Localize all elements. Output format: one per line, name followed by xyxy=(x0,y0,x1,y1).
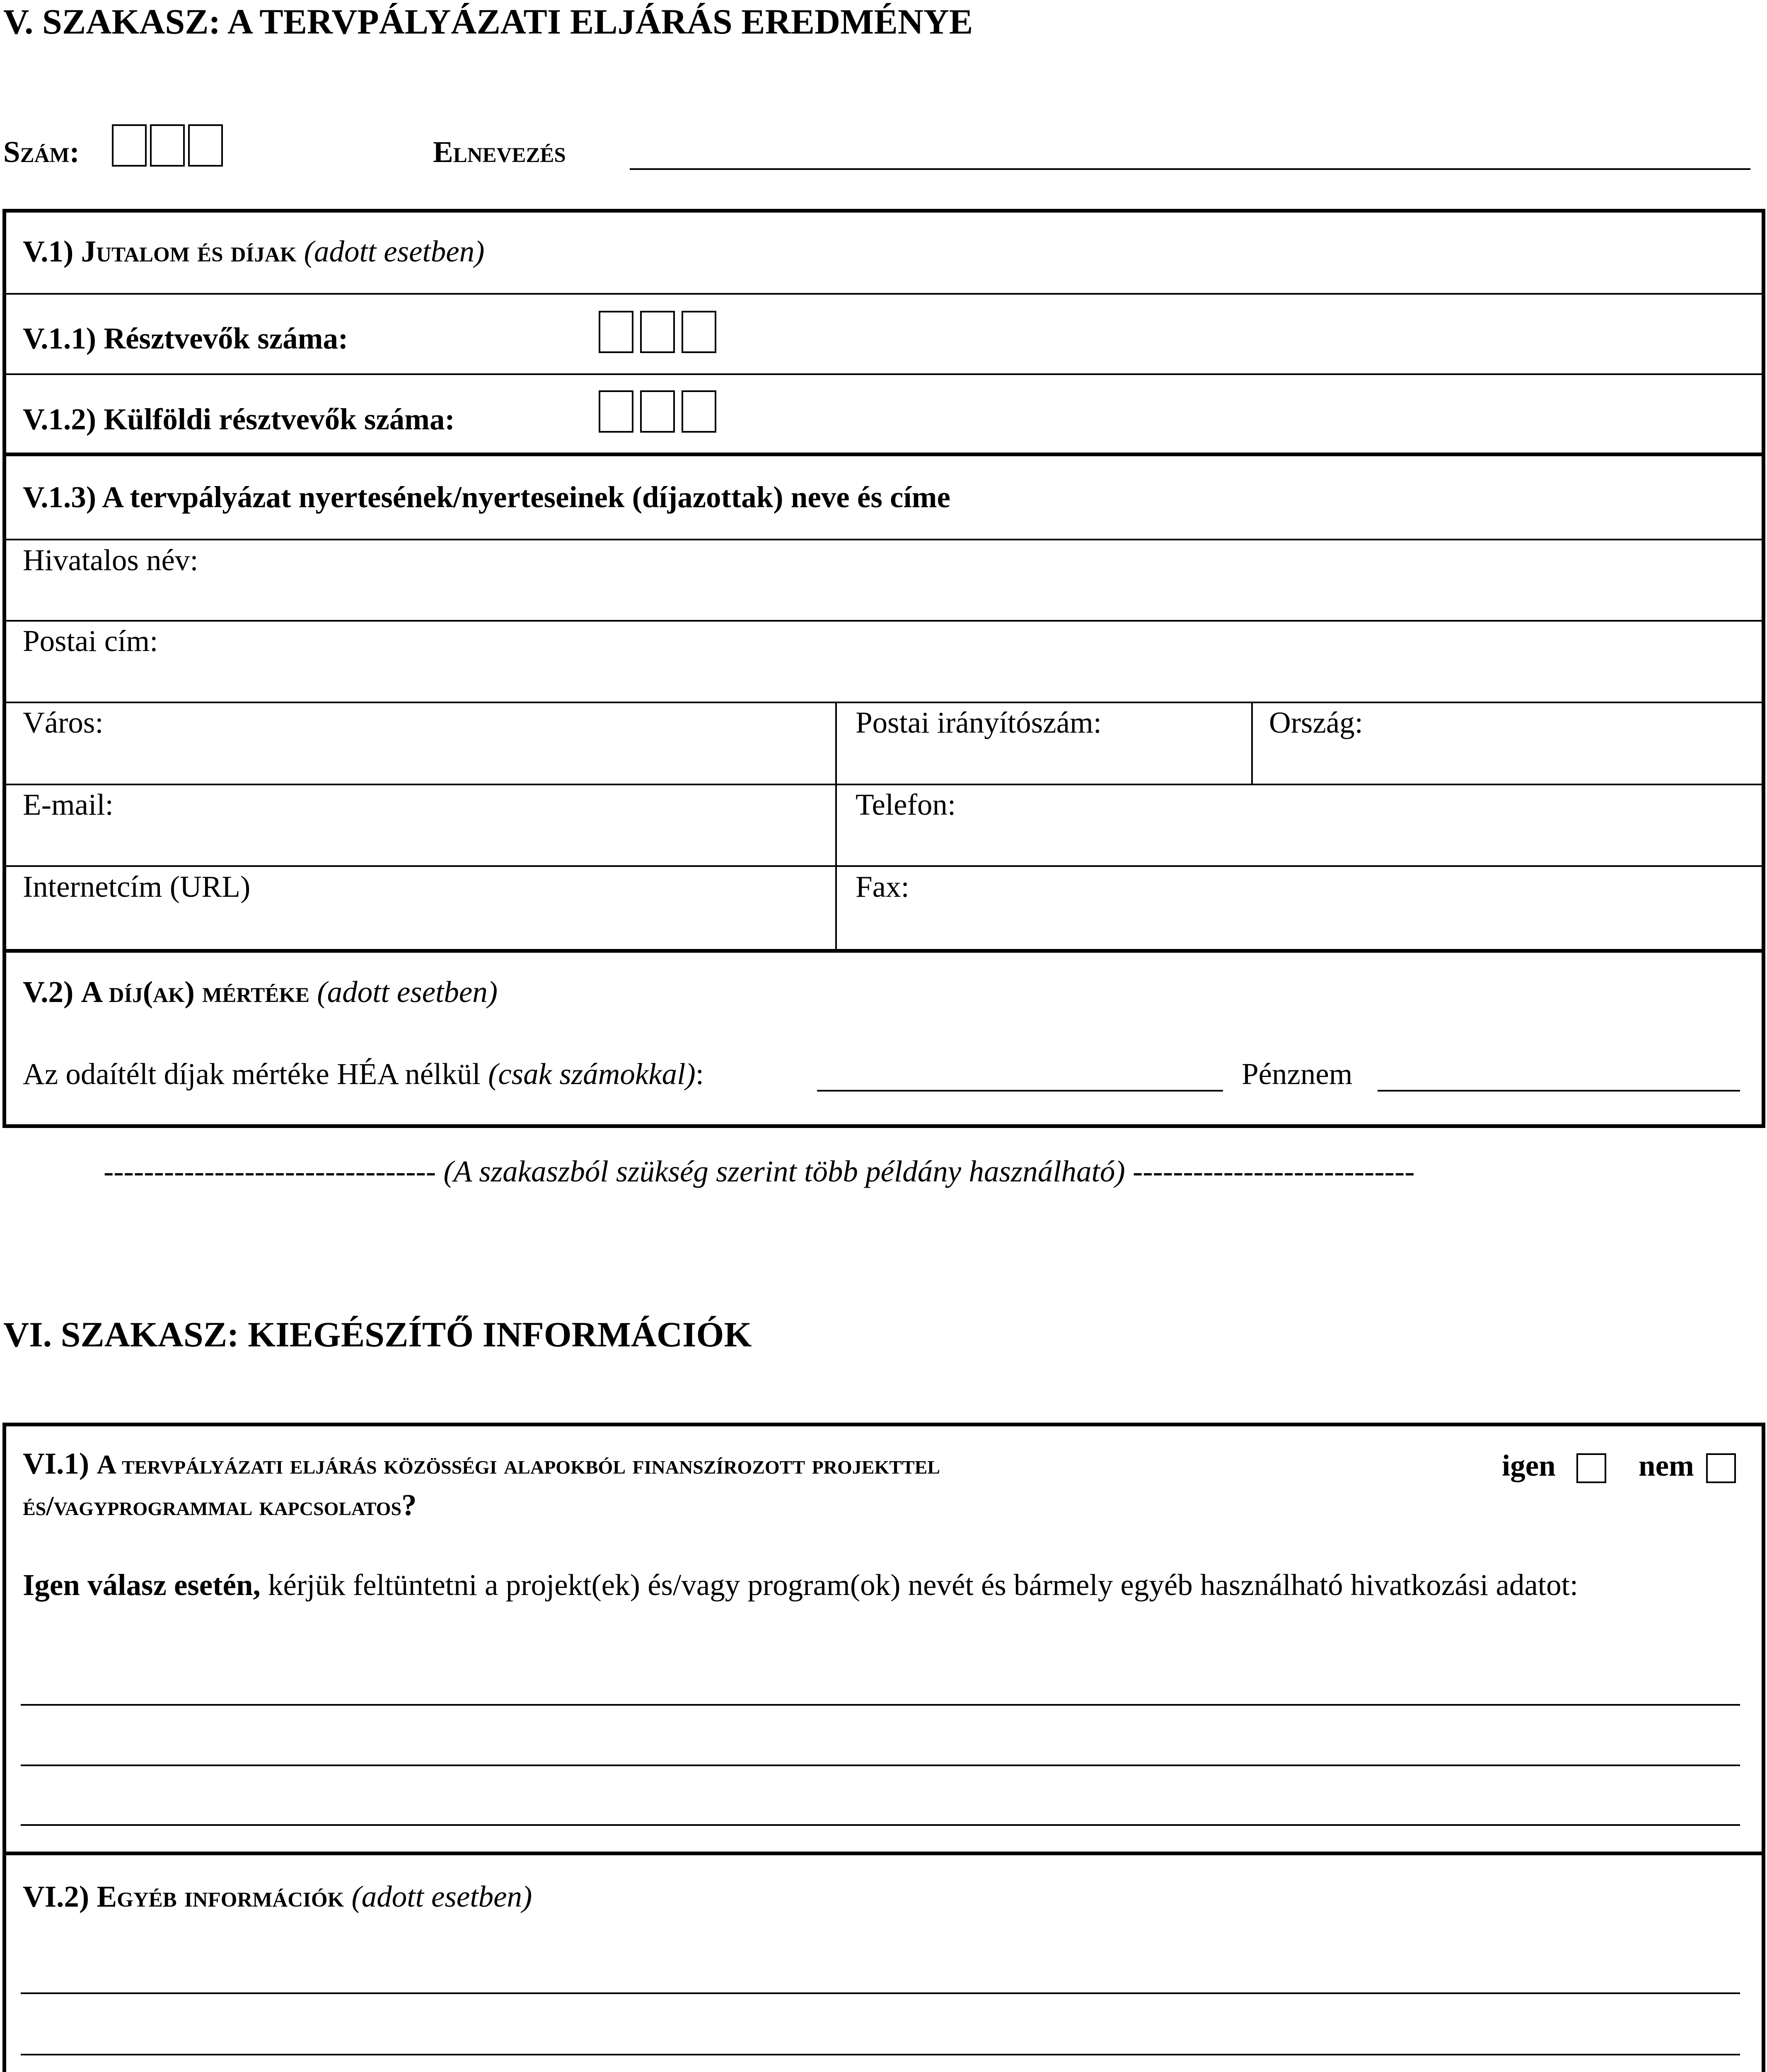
szam-box-1[interactable] xyxy=(112,124,147,167)
nem-label: nem xyxy=(1639,1449,1694,1482)
vi2-note: (adott esetben) xyxy=(351,1880,532,1913)
divider xyxy=(1251,702,1253,784)
v1-note: (adott esetben) xyxy=(304,235,485,268)
igen-label: igen xyxy=(1502,1449,1556,1482)
vi1-line-field-1[interactable] xyxy=(21,1704,1740,1706)
repeat-dashes-left: --------------------------------- xyxy=(104,1155,436,1188)
v1-title: Jutalom és díjak xyxy=(81,235,297,268)
divider xyxy=(4,620,1763,622)
vi1-line1: A tervpályázati eljárás közösségi alapokból finanszírozott projekttel xyxy=(97,1450,940,1480)
divider xyxy=(4,1852,1763,1855)
elnevezes-field[interactable] xyxy=(630,168,1750,170)
dijak-amount-field[interactable] xyxy=(817,1090,1223,1092)
postai-iranyitoszam-label: Postai irányítószám: xyxy=(856,706,1102,739)
divider xyxy=(4,373,1763,375)
vi1-heading-line1 xyxy=(23,1446,940,1481)
section-vi-title: VI. SZAKASZ: KIEGÉSZÍTŐ INFORMÁCIÓK xyxy=(3,1314,752,1354)
igen-checkbox[interactable] xyxy=(1576,1453,1606,1483)
szam-box-2[interactable] xyxy=(150,124,185,167)
divider xyxy=(4,865,1763,867)
v2-title: A díj(ak) mértéke xyxy=(81,975,310,1009)
szam-label: Szám: xyxy=(3,135,80,169)
vi1-instructions xyxy=(23,1564,1742,1606)
internetcim-label: Internetcím (URL) xyxy=(23,870,251,903)
nem-checkbox[interactable] xyxy=(1706,1453,1736,1483)
vi2-title: Egyéb információk xyxy=(97,1880,344,1913)
v12-box-2[interactable] xyxy=(640,390,675,433)
varos-label: Város: xyxy=(23,706,104,739)
elnevezes-label: Elnevezés xyxy=(433,135,566,169)
vi1-q: ? xyxy=(401,1488,417,1522)
divider xyxy=(4,539,1763,540)
postai-cim-label: Postai cím: xyxy=(23,624,158,658)
vi1-code: VI.1) xyxy=(23,1447,89,1480)
v2-heading xyxy=(23,975,498,1009)
szam-box-3[interactable] xyxy=(188,124,223,167)
v13-label: V.1.3) A tervpályázat nyertesének/nyerteseinek (díjazottak) neve és címe xyxy=(23,480,950,514)
v12-box-1[interactable] xyxy=(599,390,633,433)
telefon-label: Telefon: xyxy=(856,788,956,821)
vi1-line-field-2[interactable] xyxy=(21,1765,1740,1766)
v1-heading xyxy=(23,234,484,269)
repeat-note: (A szakaszból szükség szerint több példány használható) xyxy=(443,1155,1125,1188)
vi1-line2: és/vagyprogrammal kapcsolatos xyxy=(23,1491,402,1521)
dijak-note: (csak számokkal) xyxy=(488,1057,696,1091)
repeat-dashes-right: ---------------------------- xyxy=(1132,1155,1415,1188)
section-v-title: V. SZAKASZ: A TERVPÁLYÁZATI ELJÁRÁS EREDMÉNYE xyxy=(3,2,973,41)
penznem-field[interactable] xyxy=(1378,1090,1740,1092)
vi1-line-field-3[interactable] xyxy=(21,1824,1740,1826)
vi2-code: VI.2) xyxy=(23,1880,89,1913)
hivatalos-nev-label: Hivatalos név: xyxy=(23,543,198,577)
divider xyxy=(835,702,837,950)
dijak-label: Az odaítélt díjak mértéke HÉA nélkül xyxy=(23,1057,481,1091)
v2-code: V.2) xyxy=(23,975,74,1009)
divider xyxy=(4,453,1763,456)
v11-box-1[interactable] xyxy=(599,311,633,353)
fax-label: Fax: xyxy=(856,870,909,903)
penznem-label: Pénznem xyxy=(1242,1057,1353,1091)
divider xyxy=(4,702,1763,703)
vi2-line-field-2[interactable] xyxy=(21,2054,1740,2055)
divider xyxy=(4,949,1763,953)
vi2-line-field-1[interactable] xyxy=(21,1992,1740,1994)
email-label: E-mail: xyxy=(23,788,114,821)
dijak-label-row xyxy=(23,1057,704,1092)
divider xyxy=(4,784,1763,785)
vi2-heading xyxy=(23,1879,532,1914)
v11-box-2[interactable] xyxy=(640,311,675,353)
v12-box-3[interactable] xyxy=(682,390,716,433)
v12-label: V.1.2) Külföldi résztvevők száma: xyxy=(23,402,455,436)
vi1-heading-line2 xyxy=(23,1488,417,1523)
igen-text: kérjük feltüntetni a projekt(ek) és/vagy program(ok) nevét és bármely egyéb használható hivatkozási adatot: xyxy=(260,1568,1578,1602)
v2-note: (adott esetben) xyxy=(317,975,498,1009)
v11-label: V.1.1) Résztvevők száma: xyxy=(23,322,348,355)
dijak-colon: : xyxy=(695,1057,704,1091)
igen-bold-text: Igen válasz esetén, xyxy=(23,1568,261,1602)
v11-box-3[interactable] xyxy=(682,311,716,353)
orszag-label: Ország: xyxy=(1269,706,1363,739)
v1-code: V.1) xyxy=(23,235,74,268)
repeat-note-row xyxy=(104,1154,1415,1189)
divider xyxy=(4,293,1763,295)
